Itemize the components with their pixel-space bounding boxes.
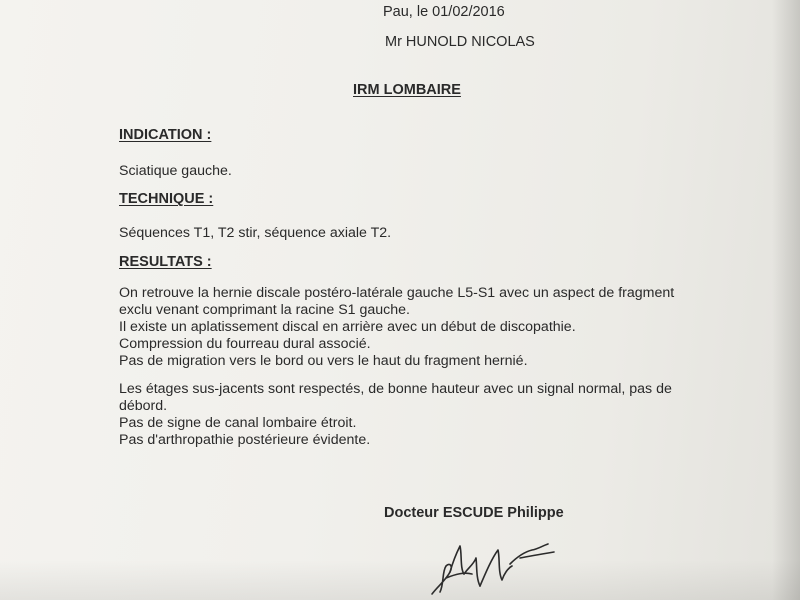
section-heading-resultats: RESULTATS :: [119, 254, 212, 270]
resultats-line: On retrouve la hernie discale postéro-latérale gauche L5-S1 avec un aspect de fragment: [119, 285, 675, 301]
resultats-line: Compression du fourreau dural associé.: [119, 336, 371, 352]
resultats-line: Pas d'arthropathie postérieure évidente.: [119, 432, 371, 448]
indication-text: Sciatique gauche.: [119, 163, 232, 179]
section-heading-indication: INDICATION :: [119, 127, 212, 143]
document-title: IRM LOMBAIRE: [353, 82, 461, 98]
patient-name: Mr HUNOLD NICOLAS: [385, 34, 535, 50]
resultats-line: Il existe un aplatissement discal en arrière avec un début de discopathie.: [119, 319, 576, 335]
section-heading-technique: TECHNIQUE :: [119, 191, 214, 207]
page-shadow: [772, 0, 800, 600]
place-date: Pau, le 01/02/2016: [383, 4, 505, 20]
page-shadow: [0, 560, 800, 600]
resultats-line: Pas de signe de canal lombaire étroit.: [119, 415, 357, 431]
resultats-line: débord.: [119, 398, 168, 414]
technique-text: Séquences T1, T2 stir, séquence axiale T2.: [119, 225, 392, 241]
resultats-line: exclu venant comprimant la racine S1 gauche.: [119, 302, 411, 318]
doctor-name: Docteur ESCUDE Philippe: [384, 505, 564, 521]
resultats-line: Pas de migration vers le bord ou vers le haut du fragment hernié.: [119, 353, 528, 369]
resultats-line: Les étages sus-jacents sont respectés, de bonne hauteur avec un signal normal, pas de: [119, 381, 672, 397]
